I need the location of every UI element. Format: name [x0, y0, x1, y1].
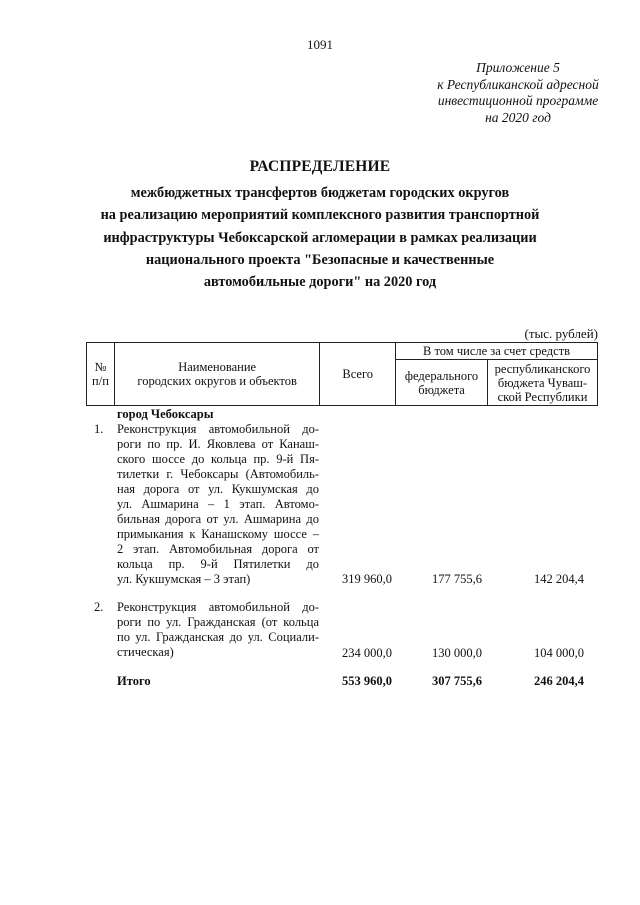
row-description: Реконструкция автомобильной до- роги по ул. Гражданская (от кольца по ул. Гражданская до ул. Социали- стическая) — [117, 600, 319, 659]
subtitle-line: межбюджетных трансфертов бюджетам городских округов — [130, 185, 510, 201]
header-federal: федерального бюджета — [396, 360, 488, 406]
header-total: Всего — [320, 343, 396, 406]
row-federal: 177 755,6 — [432, 572, 482, 586]
document-title: РАСПРЕДЕЛЕНИЕ — [249, 158, 391, 175]
subtitle-line: инфраструктуры Чебоксарской агломерации в рамках реализации — [103, 229, 537, 246]
header-number: № п/п — [87, 343, 115, 406]
row-republic: 104 000,0 — [534, 646, 584, 660]
header-republic: республиканского бюджета Чуваш- ской Республики — [488, 360, 598, 406]
totals-federal: 307 755,6 — [432, 674, 482, 688]
city-heading: город Чебоксары — [117, 407, 214, 421]
row-total: 234 000,0 — [342, 646, 392, 660]
totals-total: 553 960,0 — [342, 674, 392, 688]
row-federal: 130 000,0 — [432, 646, 482, 660]
row-description: Реконструкция автомобильной до- роги по пр. И. Яковлева от Канаш- ского шоссе до кольца пр. 9-й Пя- тилетки г. Чебоксары (Автомобиль- ная дорога от ул. Кукшумская до ул. Ашмарина – 1 этап. Автомо- бильная дорога от ул. Ашмарина до примыкания к Канашскому шоссе – 2 этап. Автомобильная дорога от кольца пр. 9-й Пятилетки до ул. Кукшумская – 3 этап) — [117, 422, 319, 586]
header-name: Наименование городских округов и объектов — [114, 343, 319, 406]
table-header — [86, 342, 598, 406]
page-number: 1091 — [307, 37, 333, 52]
appendix-line: на 2020 год — [485, 109, 551, 125]
appendix-note — [400, 60, 636, 126]
units-note: (тыс. рублей) — [524, 326, 598, 341]
appendix-line: инвестиционной программе — [437, 93, 599, 108]
appendix-line: к Республиканской адресной — [437, 76, 599, 92]
subtitle-line: автомобильные дороги" на 2020 год — [203, 274, 437, 291]
header-including: В том числе за счет средств — [396, 343, 598, 360]
row-republic: 142 204,4 — [534, 572, 584, 586]
subtitle-line: национального проекта "Безопасные и качественные — [145, 251, 495, 268]
appendix-line: Приложение 5 — [476, 60, 560, 75]
totals-republic: 246 204,4 — [534, 674, 584, 688]
document-subtitle — [40, 182, 600, 293]
row-number: 1. — [94, 422, 104, 436]
row-number: 2. — [94, 600, 104, 614]
subtitle-line: на реализацию мероприятий комплексного развития транспортной — [100, 207, 540, 224]
totals-label: Итого — [117, 674, 151, 688]
row-total: 319 960,0 — [342, 572, 392, 586]
